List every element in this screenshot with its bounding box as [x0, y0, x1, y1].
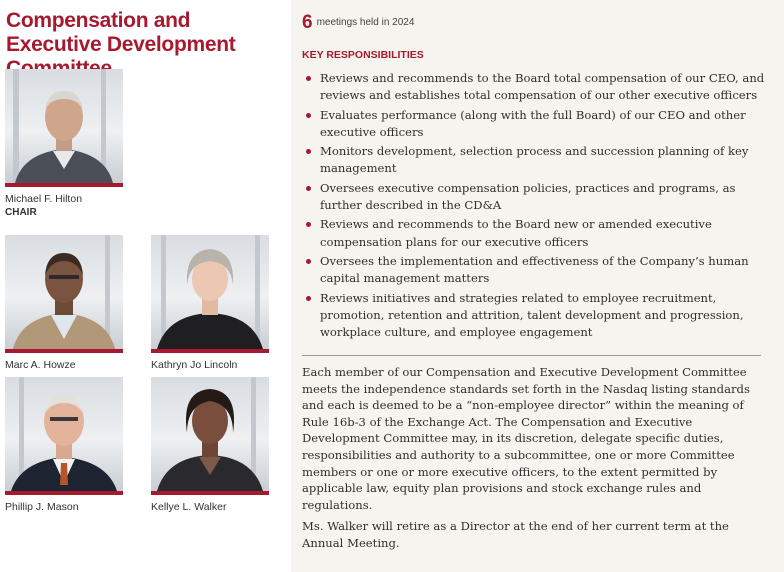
- members-column: [0, 0, 290, 572]
- key-responsibilities-heading: KEY RESPONSIBILITIES: [302, 49, 424, 61]
- meetings-number: 6: [302, 12, 313, 33]
- portrait-photo: [5, 235, 123, 353]
- bullet-icon: [306, 222, 311, 227]
- member-name: Marc A. Howze: [5, 359, 76, 371]
- member-name: Phillip J. Mason: [5, 501, 79, 513]
- list-item: [302, 253, 770, 288]
- bullet-icon: [306, 76, 311, 81]
- portrait-photo: [5, 377, 123, 495]
- meetings-label: meetings held in 2024: [316, 17, 415, 28]
- member-name: Kathryn Jo Lincoln: [151, 359, 238, 371]
- member-name: Kellye L. Walker: [151, 501, 227, 513]
- portrait-photo: [151, 377, 269, 495]
- meetings-count: [302, 12, 414, 34]
- portrait-photo: [151, 235, 269, 353]
- responsibility-text: Oversees executive compensation policies, practices and programs, as further described in the CD&A: [320, 180, 736, 213]
- list-item: [302, 70, 770, 105]
- responsibilities-list: [302, 70, 770, 343]
- responsibility-text: Reviews initiatives and strategies related to employee recruitment, promotion, retention and attrition, talent development and progression, workplace culture, and employee engagement: [320, 290, 744, 340]
- responsibility-text: Reviews and recommends to the Board total compensation of our CEO, and reviews and establishes total compensation of our other executive officers: [320, 71, 765, 103]
- retirement-note: Ms. Walker will retire as a Director at the end of her current term at the Annual Meeting.: [302, 519, 729, 550]
- list-item: [302, 290, 770, 342]
- committee-title: Compensation and Executive Development: [6, 9, 236, 56]
- member-name: Michael F. Hilton: [5, 193, 83, 205]
- responsibility-text: Monitors development, selection process and succession planning of key management: [320, 144, 749, 176]
- member-role-badge: CHAIR: [5, 207, 37, 218]
- list-item: [302, 143, 770, 178]
- list-item: [302, 216, 770, 251]
- responsibility-text: Evaluates performance (along with the full Board) of our CEO and other executive officers: [320, 107, 746, 139]
- responsibility-text: Oversees the implementation and effectiveness of the Company’s human capital management matters: [320, 253, 749, 286]
- list-item: [302, 180, 770, 215]
- section-divider: [302, 355, 761, 356]
- portrait-photo: [5, 69, 123, 187]
- committee-details-panel: [291, 0, 784, 572]
- bullet-icon: [306, 186, 311, 191]
- bullet-icon: [306, 259, 311, 264]
- list-item: [302, 107, 770, 142]
- responsibility-text: Reviews and recommends to the Board new or amended executive compensation plans for our executive officers: [320, 217, 712, 249]
- bullet-icon: [306, 149, 311, 154]
- bullet-icon: [306, 296, 311, 301]
- independence-paragraph: Each member of our Compensation and Executive Development Committee meets the independence standards set forth in the Nasdaq listing standards and each is deemed to be a “non-employee director” within the meaning of Rule 16b-3 of the Exchange Act. The Compensation and Executive Development Committee may, in its discretion, delegate specific duties, responsibilities and authority to a subcommittee, one or more Committee members or one or more executive officers, to the extent permitted by applicable law, equity plan provisions and stock exchange rules and regulations.: [302, 365, 750, 512]
- bullet-icon: [306, 113, 311, 118]
